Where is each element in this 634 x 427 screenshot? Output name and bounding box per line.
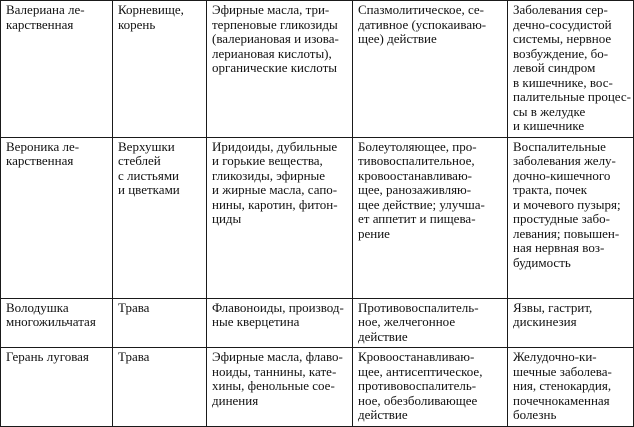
cell-text-line: действие [358,407,408,422]
cell-text-line: органические кислоты [212,60,337,75]
cell-text-line: дискинезия [513,314,577,329]
cell-plant-name [1,298,113,348]
cell-text-line: ет аппетит и пищева- [358,211,476,226]
cell-text-line: и кишечнике [513,118,585,133]
cell-active-substances [207,1,353,138]
cell-text-line: Желудочно-ки- [513,349,597,364]
cell-text-line: ная нервная воз- [513,240,605,255]
cell-text-line: в кишечнике, вос- [513,74,613,90]
cell-text-line: сы в желудке [513,103,586,119]
cell-text-line: щее действие; улучша- [358,196,485,212]
cell-text-line: динения [212,392,259,408]
cell-text-line: системы, нервное [513,31,612,46]
cell-text-line: и жирные масла, сапо- [212,182,338,197]
cell-text-line: Иридоиды, дубильные [212,138,338,154]
cell-text-line: Эфирные масла, три- [212,2,330,17]
cell-text-line: Эфирные масла, флаво- [212,349,343,364]
cell-active-substances [207,137,353,298]
cell-text-line: кровоостанавливаю- [358,167,472,183]
cell-text-line: щее, антисептическое, [358,363,483,379]
cell-indications [508,298,634,348]
cell-text-line: ноиды, таннины, кате- [212,363,337,379]
cell-text-line: левой синдром [513,60,596,75]
cell-text-line: многожильчатая [6,314,96,329]
cell-text-line: будимость [513,254,571,270]
cell-active-substances [207,348,353,427]
cell-text-line: Вероника ле- [6,138,80,154]
cell-text-line: щее, ранозаживляю- [358,182,472,197]
cell-text-line: циды [212,211,242,226]
cell-text-line: и горькие вещества, [212,153,323,168]
cell-plant-name [1,348,113,427]
cell-text-line: нины, каротин, фитон- [212,196,338,212]
cell-text-line: левания; повышен- [513,225,620,241]
cell-text-line: заболевания желу- [513,153,616,168]
cell-text-line: палительные процес- [513,89,631,104]
cell-text-line: Флавоноиды, производ- [212,299,344,315]
cell-plant-part [113,348,207,427]
cell-text-line: Заболевания сер- [513,2,608,17]
cell-text-line: ния, стенокардия, [513,378,612,393]
cell-text-line: ные кверцетина [212,314,300,329]
cell-text-line: Верхушки [118,138,175,154]
cell-text-line: карственная [6,16,74,32]
cell-text-line: простудные забо- [513,211,610,226]
cell-text-line: карственная [6,153,74,168]
cell-text-line: дативное (успокаиваю- [358,16,487,32]
cell-text-line: Корневище, [118,2,184,17]
cell-indications [508,137,634,298]
cell-text-line: почечнокаменная [513,392,610,408]
cell-text-line: Спазмолитическое, се- [358,2,485,17]
cell-text-line: дочно-кишечного [513,167,611,183]
cell-text-line: ное, обезболивающее [358,392,478,408]
table-row [1,137,634,298]
cell-text-line: Язвы, гастрит, [513,299,593,315]
cell-text-line: Кровоостанавливаю- [358,349,475,364]
cell-text-line: действие [358,328,408,344]
table-row [1,298,634,348]
cell-text-line: болезнь [513,407,557,422]
table-row [1,1,634,138]
cell-text-line: Герань луговая [6,349,89,364]
cell-text-line: дечно-сосудистой [513,16,612,32]
cell-text-line: ное, желчегонное [358,314,456,329]
cell-text-line: противовоспалитель- [358,378,477,393]
cell-text-line: гликозиды, эфирные [212,167,326,183]
cell-indications [508,1,634,138]
cell-plant-name [1,1,113,138]
cell-text-line: и мочевого пузыря; [513,196,621,212]
cell-text-line: хины, фенольные сое- [212,378,335,393]
cell-text-line: с листьями [118,167,180,183]
cell-text-line: стеблей [118,153,161,168]
cell-text-line: щее) действие [358,31,437,46]
cell-plant-part [113,137,207,298]
cell-text-line: рение [358,225,390,241]
cell-text-line: (валериановая и изова- [212,31,339,46]
cell-text-line: Противовоспалитель- [358,299,479,315]
cell-text-line: терпеновые гликозиды [212,16,338,32]
cell-text-line: возбуждение, бо- [513,45,609,61]
cell-text-line: шечные заболева- [513,363,612,379]
cell-text-line: лериановая кислоты), [212,45,332,61]
cell-text-line: Воспалительные [513,138,606,154]
table-body [1,1,634,427]
cell-text-line: Володушка [6,299,69,315]
cell-text-line: тивовоспалительное, [358,153,475,168]
cell-action [353,298,508,348]
cell-action [353,1,508,138]
cell-plant-name [1,137,113,298]
cell-text-line: тракта, почек [513,182,588,197]
cell-text-line: Трава [118,349,150,364]
cell-active-substances [207,298,353,348]
cell-text-line: Валериана ле- [6,2,85,17]
cell-text-line: и цветками [118,182,180,197]
cell-action [353,348,508,427]
cell-indications [508,348,634,427]
table-row [1,348,634,427]
cell-text-line: Болеутоляющее, про- [358,138,477,154]
cell-plant-part [113,298,207,348]
cell-plant-part [113,1,207,138]
cell-action [353,137,508,298]
cell-text-line: Трава [118,299,150,315]
cell-text-line: корень [118,16,156,32]
